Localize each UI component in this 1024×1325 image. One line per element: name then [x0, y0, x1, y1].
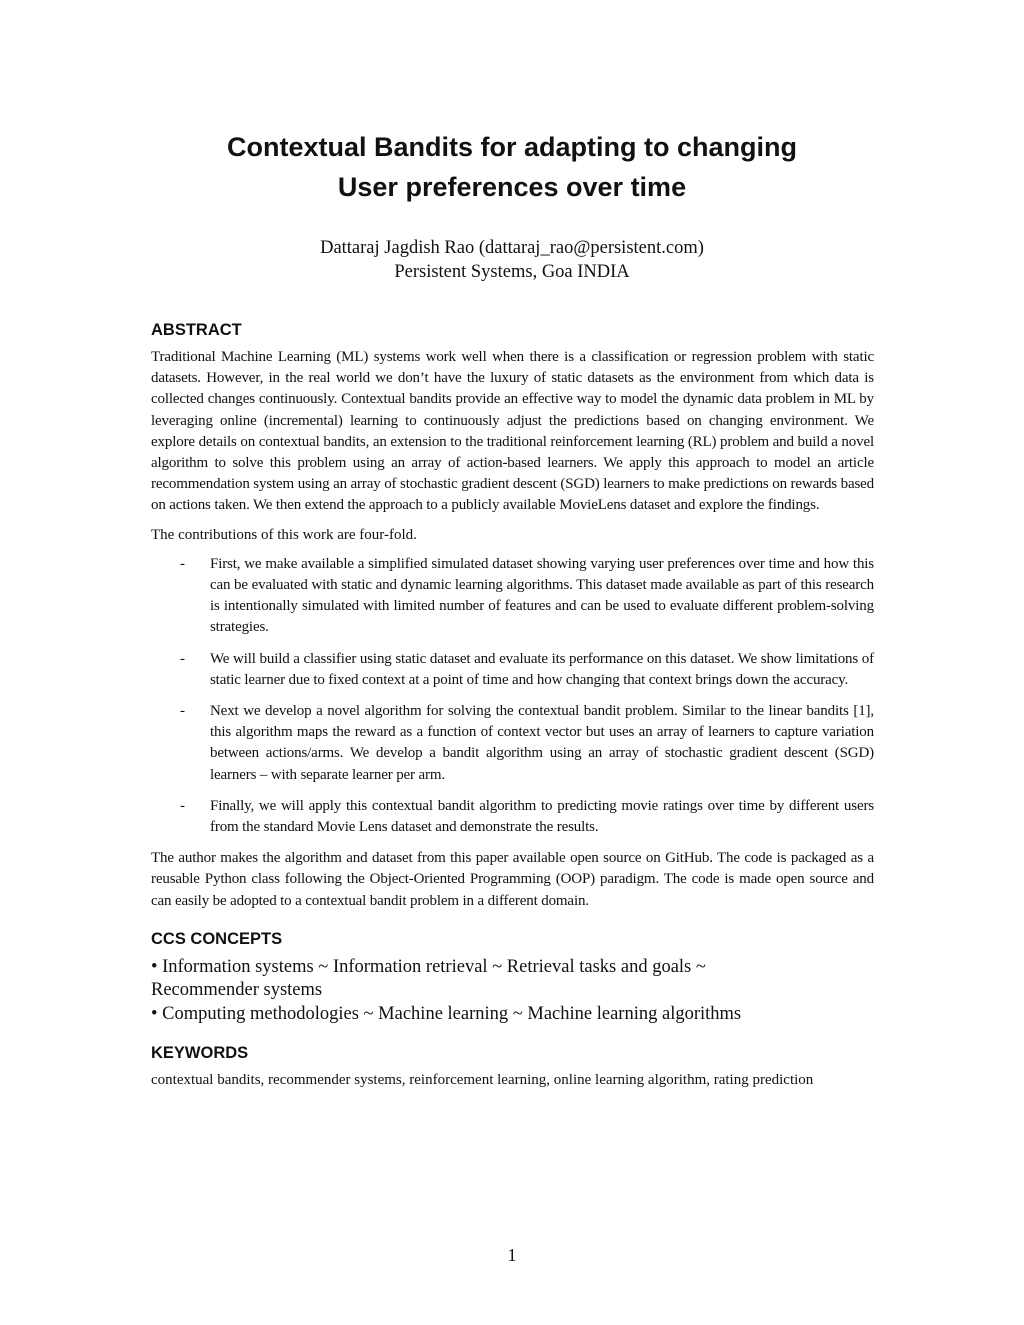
author-name-email: Dattaraj Jagdish Rao (dattaraj_rao@persistent.com): [320, 238, 704, 258]
keywords-text: contextual bandits, recommender systems, reinforcement learning, online learning algorithm, rating prediction: [151, 1072, 814, 1089]
ccs-concepts-heading: CCS CONCEPTS: [151, 929, 283, 948]
contribution-text: Finally, we will apply this contextual bandit algorithm to predicting movie ratings over time by different users from the standard Movie Lens dataset and demonstrate the results.: [210, 797, 874, 836]
ccs-concept-line: • Computing methodologies ~ Machine learning ~ Machine learning algorithms: [151, 1003, 742, 1024]
abstract-paragraph: Traditional Machine Learning (ML) systems work well when there is a classification or regression problem with static datasets. However, in the real world we don’t have the luxury of static datasets as the environment from which data is collected changes continuously. Contextual bandits provide an effective way to model the dynamic data problem in ML by leveraging online (incremental) learning to continuously adjust the predictions based on changing environment. We explore details on contextual bandits, an extension to the traditional reinforcement learning (RL) problem and build a novel algorithm to solve this problem using an array of action-based learners. We apply this approach to model an article recommendation system using an array of stochastic gradient descent (SGD) learners to make predictions on rewards based on actions taken. We then extend the approach to a publicly available MovieLens dataset and explore the findings.: [151, 349, 874, 514]
bullet-dash: -: [180, 555, 185, 572]
contributions-intro: The contributions of this work are four-fold.: [151, 526, 417, 543]
bullet-dash: -: [180, 703, 185, 720]
bullet-dash: -: [180, 650, 185, 667]
contribution-item: [151, 796, 874, 838]
contribution-item: [151, 701, 874, 786]
keywords-heading: KEYWORDS: [151, 1044, 249, 1063]
contribution-item: [151, 554, 874, 639]
main-content: [151, 319, 874, 1090]
author-block: [0, 236, 1024, 284]
author-affiliation: Persistent Systems, Goa INDIA: [394, 262, 630, 282]
abstract-heading: ABSTRACT: [151, 321, 242, 339]
contribution-item: [151, 649, 874, 691]
page-number: 1: [507, 1245, 517, 1265]
contribution-text: We will build a classifier using static dataset and evaluate its performance on this dataset. We show limitations of static learner due to fixed context at a point of time and how changing that context brings down the accuracy.: [210, 650, 874, 688]
closing-paragraph: The author makes the algorithm and dataset from this paper available open source on GitHub. The code is packaged as a reusable Python class following the Object-Oriented Programming (OOP) paradigm. The code is made open source and can easily be adopted to a contextual bandit problem in a different domain.: [151, 850, 874, 909]
contribution-text: First, we make available a simplified simulated dataset showing varying user preferences over time and how this can be evaluated with static and dynamic learning algorithms. This dataset made available as part of this research is intentionally simulated with limited number of features and can be used to evaluate different problem-solving strategies.: [210, 555, 874, 636]
ccs-concept-line: • Information systems ~ Information retrieval ~ Retrieval tasks and goals ~: [151, 956, 706, 977]
ccs-concept-line: Recommender systems: [151, 980, 323, 1001]
contribution-text: Next we develop a novel algorithm for solving the contextual bandit problem. Similar to the linear bandits [1], this algorithm maps the reward as a function of context vector but uses an array of learners to capture variation between actions/arms. We develop a bandit algorithm using an array of stochastic gradient descent (SGD) learners – with separate learner per arm.: [210, 703, 874, 783]
title-line-2: User preferences over time: [337, 172, 687, 202]
paper-title: [0, 127, 1024, 207]
ccs-concepts-list: [151, 956, 874, 1027]
bullet-dash: -: [180, 797, 185, 814]
title-line-1: Contextual Bandits for adapting to changing: [227, 132, 797, 162]
contributions-list: [151, 554, 874, 838]
